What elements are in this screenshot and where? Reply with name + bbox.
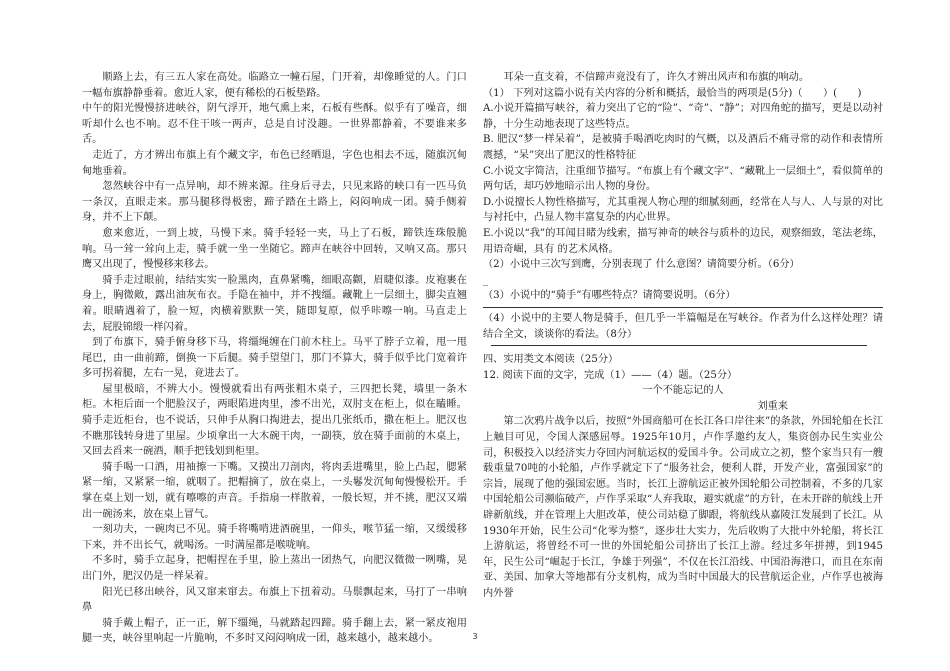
section-heading: 四、实用类文本阅读（25分）	[483, 354, 619, 366]
option-a: A.小说开篇描写峡谷，着力突出了它的“险”、“奇”、“静”；对四角蛇的描写，更是以动衬静，十分生动地表现了这些特点。	[483, 103, 883, 130]
story-paragraph: 中午的阳光慢慢挤进峡谷，阴气浮开，地气熏上来，石板有些酥。似乎有了噪音，细听却什么也不响。忍不住干咳一两声，总是自讨没趣。一世界都静着，不要谁来多舌。	[82, 103, 467, 146]
question-3: （3）小说中的“骑手”有哪些特点？请简要说明。（6分）	[483, 290, 736, 302]
story-paragraph: 阳光已移出峡谷，风又窜来窜去。布旗上下扭着动。马鬃飘起来，马打了一串响鼻	[82, 586, 467, 614]
story-paragraph: 不多时，骑手立起身，把帽捏在手里，脸上蒸出一团热气，向肥汉微微一咧嘴，晃出门外，肥汉仍是一样呆着。	[82, 555, 467, 582]
answer-line	[483, 307, 883, 308]
question-1-stem: （1） 下列对这篇小说有关内容的分析和概括，最恰当的两项是(5分)（ ）( )	[483, 87, 862, 99]
divider-line	[491, 345, 867, 346]
page-number: 3	[472, 632, 478, 641]
story-paragraph: 骑手喝一口酒，用袖擦一下嘴。又摸出刀剖肉，将肉丢进嘴里，脸上凸起，腮紧紧一缩，又紧紧一缩，就咽了。把帽摘了，放在桌上，一头鬈发沉甸甸慢慢松开。手掌在桌上划一划，就有嚓嚓的声音。手指扇一样散着，一般长短，并不挑，肥汉又端出一碗汤来，放在桌上冒气。	[82, 461, 467, 520]
story-paragraph: 骑手戴上帽子，正一正，解下缰绳，马就踏起四蹄。骑手翻上去，紧一紧皮袍用腿一夹，峡谷里响起一片脆响，不多时又闷闷响成一团，越来越小，越来越小。	[82, 617, 467, 645]
answer-blank: _	[483, 274, 489, 286]
story-paragraph: 顺路上去，有三五人家在高处。临路立一幢石屋，门开着，却像睡觉的人。门口一幅布旗静静垂着。愈近人家，便有稀松的石板垫路。	[82, 72, 467, 99]
left-column	[82, 70, 467, 647]
question-2: （2）小说中三次写到鹰，分别表现了 什么意图？请简要分析。（6分）	[483, 259, 800, 271]
article-author: 刘重来	[757, 400, 788, 412]
story-paragraph: 屋里极暗，不辨大小。慢慢就看出有两张粗木桌子，三四把长凳，墙里一条木柜。木柜后面一个肥脸汉子，两眼陷进肉里，渗不出光，双肘支在柜上，似在瞌睡。骑手走近柜台，也不说话，只伸手从胸口掏进去，提出几张纸币，撒在柜上。肥汉也不瞧那钱转身进了里屋。少顷拿出一大木碗干肉，一副筷，放在骑手面前的木桌上，又回去舀来一碗酒，顺手把钱划到柜里。	[82, 383, 467, 458]
option-c: C.小说文字简洁，注重细节描写。“布旗上有个藏文字”、“藏靴上一层细土”，看似简单的两句话，却巧妙地暗示出人物的身份。	[483, 165, 883, 193]
story-paragraph: 一刻功夫，一碗肉已不见。骑手将嘴啃进酒碗里，一仰头，喉节猛一缩，又缓缓移下来，并不出长气，就喝汤。一时满屋都是喉咙响。	[82, 524, 467, 551]
article-title: 一个不能忘记的人	[642, 385, 724, 397]
option-e: E.小说以“我”的耳闻目睹为线索，描写神奇的峡谷与质朴的边民，观察细致，笔法老练，用语奇崛，具有 的艺术风格。	[483, 227, 883, 255]
story-closing-paragraph: 耳朵一直支着，不信蹄声竟没有了，许久才辨出风声和布旗的响动。	[503, 72, 810, 83]
question-4: （4）小说中的主要人物是骑手，但几乎一半篇幅是在写峡谷。作者为什么这样处理？请结合全文，谈谈你的看法。（8分）	[483, 312, 883, 340]
question-12-stem: 12. 阅读下面的文字，完成（1）——（4）题。（25分）	[483, 369, 738, 381]
article-body: 第二次鸦片战争以后，按照“外国商船可在长江各口岸往来”的条款，外国轮船在长江上触目可见，令国人深感屈辱。1925年10月，卢作孚邀约友人，集资创办民生实业公司，积极投入以经济实力夺回内河航运权的爱国斗争。公司成立之初，整个家当只有一艘载重量70吨的小轮船，卢作孚就定下了“服务社会，便利人群，开发产业，富强国家”的宗旨，展现了他的强国宏愿。当时，长江上游航运正被外国轮船公司控制着，不多的几家中国轮船公司濒临破产，卢作孚采取“人弃我取，避实就虚”的方针，在未开辟的航线上开辟新航线，并在管理上大胆改革，使公司站稳了脚跟，将航线从嘉陵江发展到了长江。从 1930年开始，民生公司“化零为整”，逐步壮大实力，先后收购了大批中外轮船，将长江上游航运，将曾经不可一世的外国轮船公司挤出了长江上游。经过多年拼搏，到1945年，民生公司“崛起于长江，争雄于列强”，不仅在长江沿线、中国沿海港口，而且在东南亚、美国、加拿大等地都有分支机构，成为当时中国最大的民营航运企业，卢作孚也被海内外誉	[483, 416, 883, 599]
story-paragraph: 忽然峡谷中有一点异响，却不辨来源。往身后寻去，只见来路的峡口有一匹马负一条汉，直眼走来。那马腿移得极密，蹄子踏在土路上，闷闷响成一团。骑手侧着身，并不上下颠。	[82, 181, 467, 224]
right-column	[483, 70, 883, 602]
option-d: D.小说擅长人物性格描写，尤其重视人物心理的细腻刻画，经常在人与人、人与景的对比与衬托中，凸显人物丰富复杂的内心世界。	[483, 196, 883, 224]
story-paragraph: 骑手走过眼前，结结实实一脸黑肉，直鼻紧嘴，细眼高颧，眉睫似漆。皮袍裹在身上，胸微敞，露出油灰布衣。手隐在袖中，并不拽缰。藏靴上一层细土，脚尖直翘着。眼睛遇着了，脸一短，肉横着默默一笑，随即复原，似乎咔嚓一响。马直走上去，屁股锦缎一样闪着。	[82, 274, 467, 333]
option-b: B. 肥汉“梦一样呆着”，是被骑手喝酒吃肉时的气概，以及酒后不痛寻常的动作和表情所震撼，“呆”突出了肥汉的性格特征	[483, 134, 883, 161]
story-paragraph: 愈来愈近，一到上坡，马慢下来。骑手轻轻一夹，马上了石板，蹄铁连珠般脆响。马一耸一耸向上走，骑手就一坐一坐随它。蹄声在峡谷中回转，又响又高。那只鹰又出现了，慢慢移来移去。	[82, 227, 467, 271]
story-paragraph: 走近了，方才辨出布旗上有个藏文字，布色已经晒退，字色也相去不远，随旗沉甸甸地垂着。	[82, 149, 467, 177]
story-paragraph: 到了布旗下，骑手俯身移下马，将缰绳缠在门前木柱上。马平了脖子立着，甩一甩尾巴，由一曲前蹄，倒换一下后腿。骑手望望门，那门不算大，骑手似乎比门宽着许多可拐着腿，左右一晃，竟进去了。	[82, 337, 467, 380]
